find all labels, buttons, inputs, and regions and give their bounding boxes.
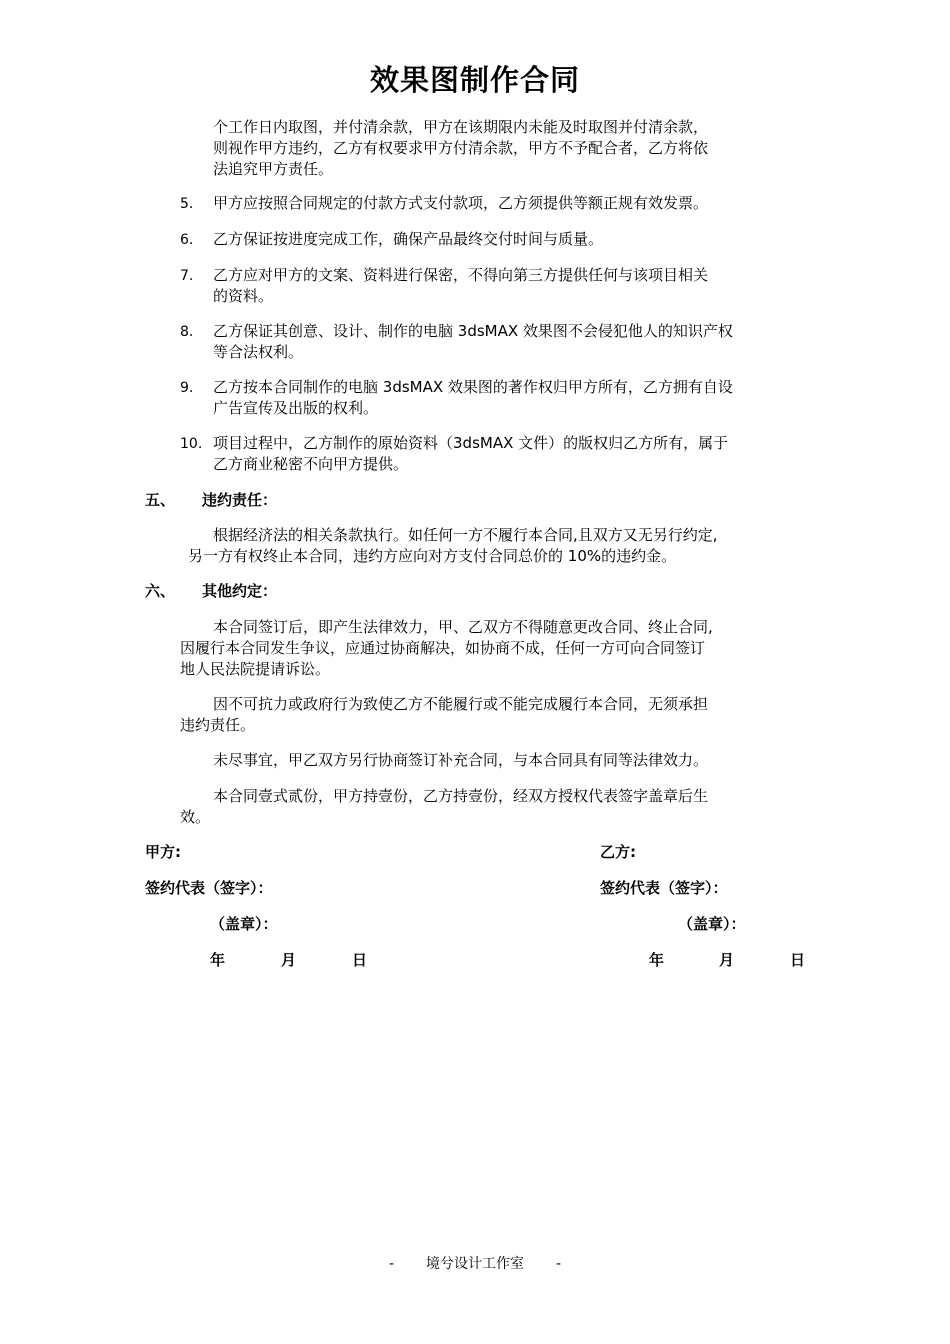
item-line: 项目过程中，乙方制作的原始资料（3dsMAX 文件）的版权归乙方所有，属于 (213, 434, 729, 452)
paragraph-line: 未尽事宜，甲乙双方另行协商签订补充合同，与本合同具有同等法律效力。 (213, 751, 709, 769)
item-number: 7. (180, 268, 194, 284)
item-line: 的资料。 (213, 287, 274, 305)
paragraph-line: 因不可抗力或政府行为致使乙方不能履行或不能完成履行本合同，无须承担 (213, 695, 709, 713)
party-b-representative: 签约代表（签字）： (600, 879, 728, 897)
section-heading: 违约责任： (202, 491, 278, 509)
item-line: 乙方按本合同制作的电脑 3dsMAX 效果图的著作权归甲方所有，乙方拥有自设 (213, 378, 733, 396)
party-b-day: 日 (790, 951, 806, 969)
page-footer (0, 1253, 950, 1273)
footer-dash-right: - (556, 1256, 562, 1272)
item-number: 5. (180, 196, 194, 212)
page-title: 效果图制作合同 (369, 63, 580, 97)
paragraph-line: 另一方有权终止本合同，违约方应向对方支付合同总价的 10%的违约金。 (188, 547, 677, 565)
item-line: 乙方应对甲方的文案、资料进行保密，不得向第三方提供任何与该项目相关 (213, 266, 709, 284)
continuation-line: 个工作日内取图，并付清余款，甲方在该期限内未能及时取图并付清余款， (213, 118, 709, 136)
continuation-line: 则视作甲方违约，乙方有权要求甲方付清余款，甲方不予配合者，乙方将依 (213, 139, 709, 157)
paragraph-line: 本合同签订后，即产生法律效力，甲、乙双方不得随意更改合同、终止合同, (213, 618, 713, 636)
footer-dash-left: - (388, 1256, 394, 1272)
paragraph-line: 违约责任。 (180, 716, 256, 734)
paragraph-line: 地人民法院提请诉讼。 (180, 660, 331, 678)
item-line: 甲方应按照合同规定的付款方式支付款项，乙方须提供等额正规有效发票。 (213, 194, 709, 212)
party-b-seal: （盖章）： (678, 915, 746, 933)
item-line: 等合法权利。 (213, 343, 304, 361)
item-line: 乙方保证其创意、设计、制作的电脑 3dsMAX 效果图不会侵犯他人的知识产权 (213, 322, 733, 340)
paragraph-line: 效。 (180, 808, 211, 826)
item-number: 10. (180, 436, 203, 452)
item-line: 广告宣传及出版的权利。 (213, 399, 379, 417)
party-a-seal: （盖章）： (210, 915, 278, 933)
party-a-representative: 签约代表（签字）： (145, 879, 273, 897)
paragraph-line: 因履行本合同发生争议，应通过协商解决，如协商不成，任何一方可向合同签订 (180, 639, 706, 657)
item-number: 6. (180, 232, 194, 248)
section-number: 六、 (145, 582, 176, 600)
paragraph-line: 本合同壹式贰份，甲方持壹份，乙方持壹份，经双方授权代表签字盖章后生 (213, 787, 709, 805)
item-line: 乙方保证按进度完成工作，确保产品最终交付时间与质量。 (213, 230, 604, 248)
section-heading: 其他约定： (202, 582, 278, 600)
party-b-month: 月 (719, 951, 735, 969)
party-b-year: 年 (649, 951, 665, 969)
item-number: 8. (180, 324, 194, 340)
party-a-day: 日 (352, 951, 368, 969)
party-b-label: 乙方: (600, 843, 636, 861)
party-a-label: 甲方: (145, 843, 181, 861)
footer-company: 境兮设计工作室 (426, 1256, 524, 1272)
item-line: 乙方商业秘密不向甲方提供。 (213, 455, 409, 473)
party-a-year: 年 (210, 951, 226, 969)
paragraph-line: 根据经济法的相关条款执行。如任何一方不履行本合同,且双方又无另行约定, (213, 526, 718, 544)
item-number: 9. (180, 380, 194, 396)
section-number: 五、 (145, 491, 176, 509)
party-a-month: 月 (281, 951, 297, 969)
continuation-line: 法追究甲方责任。 (213, 160, 334, 178)
